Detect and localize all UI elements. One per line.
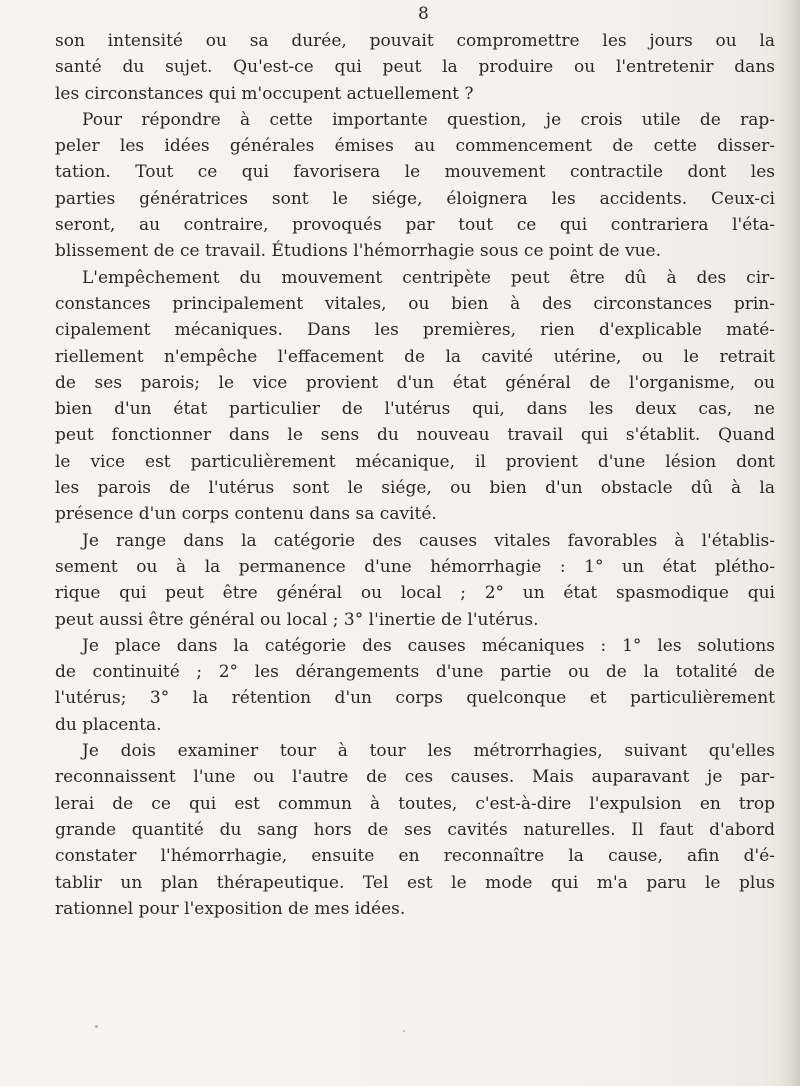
paper-speck — [403, 1030, 405, 1032]
text-line: Je range dans la catégorie des causes vitales favorables à l'établis- — [82, 530, 775, 551]
text-line: du placenta. — [55, 714, 162, 735]
text-line: présence d'un corps contenu dans sa cavité. — [55, 504, 437, 525]
text-line: son intensité ou sa durée, pouvait compromettre les jours ou la — [55, 31, 775, 51]
text-line: cipalement mécaniques. Dans les premières, rien d'explicable maté- — [55, 320, 775, 341]
text-line: de continuité ; 2° les dérangements d'une partie ou de la totalité de — [55, 662, 775, 683]
body-text — [55, 28, 775, 922]
text-line: tablir un plan thérapeutique. Tel est le mode qui m'a paru le plus — [55, 872, 775, 893]
text-line: L'empêchement du mouvement centripète peut être dû à des cir- — [82, 267, 775, 288]
text-line: Je place dans la catégorie des causes mécaniques : 1° les solutions — [82, 635, 775, 656]
text-line: riellement n'empêche l'effacement de la cavité utérine, ou le retrait — [55, 346, 775, 367]
text-line: les parois de l'utérus sont le siége, ou bien d'un obstacle dû à la — [55, 478, 775, 499]
text-line: Je dois examiner tour à tour les métrorrhagies, suivant qu'elles — [82, 741, 775, 762]
text-line: constater l'hémorrhagie, ensuite en reconnaître la cause, afin d'é- — [55, 846, 775, 867]
text-line: santé du sujet. Qu'est-ce qui peut la produire ou l'entretenir dans — [55, 57, 775, 78]
paper-speck — [95, 1025, 98, 1028]
text-line: rique qui peut être général ou local ; 2° un état spasmodique qui — [55, 583, 775, 604]
text-line: le vice est particulièrement mécanique, il provient d'une lésion dont — [55, 451, 775, 472]
text-line: peler les idées générales émises au commencement de cette disser- — [55, 136, 775, 157]
text-line: constances principalement vitales, ou bien à des circonstances prin- — [55, 293, 775, 314]
text-line: tation. Tout ce qui favorisera le mouvement contractile dont les — [55, 162, 775, 183]
text-line: sement ou à la permanence d'une hémorrhagie : 1° un état plétho- — [55, 556, 775, 577]
page-number: 8 — [418, 4, 430, 24]
text-line: parties génératrices sont le siége, éloignera les accidents. Ceux-ci — [55, 188, 775, 209]
text-line: peut fonctionner dans le sens du nouveau travail qui s'établit. Quand — [55, 425, 775, 446]
text-line: bien d'un état particulier de l'utérus qui, dans les deux cas, ne — [55, 399, 775, 420]
text-line: reconnaissent l'une ou l'autre de ces causes. Mais auparavant je par- — [55, 767, 775, 788]
text-line: lerai de ce qui est commun à toutes, c'est-à-dire l'expulsion en trop — [55, 793, 775, 814]
text-line: grande quantité du sang hors de ses cavités naturelles. Il faut d'abord — [55, 819, 775, 840]
text-line: les circonstances qui m'occupent actuellement ? — [55, 83, 474, 104]
text-line: de ses parois; le vice provient d'un état général de l'organisme, ou — [55, 372, 775, 393]
text-line: peut aussi être général ou local ; 3° l'inertie de l'utérus. — [55, 609, 539, 630]
text-line: seront, au contraire, provoqués par tout ce qui contrariera l'éta- — [55, 215, 775, 236]
text-line: rationnel pour l'exposition de mes idées. — [55, 898, 406, 919]
text-line: l'utérus; 3° la rétention d'un corps quelconque et particulièrement — [55, 688, 775, 709]
page-edge-shadow — [778, 0, 800, 1086]
text-line: Pour répondre à cette importante question, je crois utile de rap- — [82, 109, 775, 130]
text-line: blissement de ce travail. Étudions l'hémorrhagie sous ce point de vue. — [55, 241, 662, 262]
